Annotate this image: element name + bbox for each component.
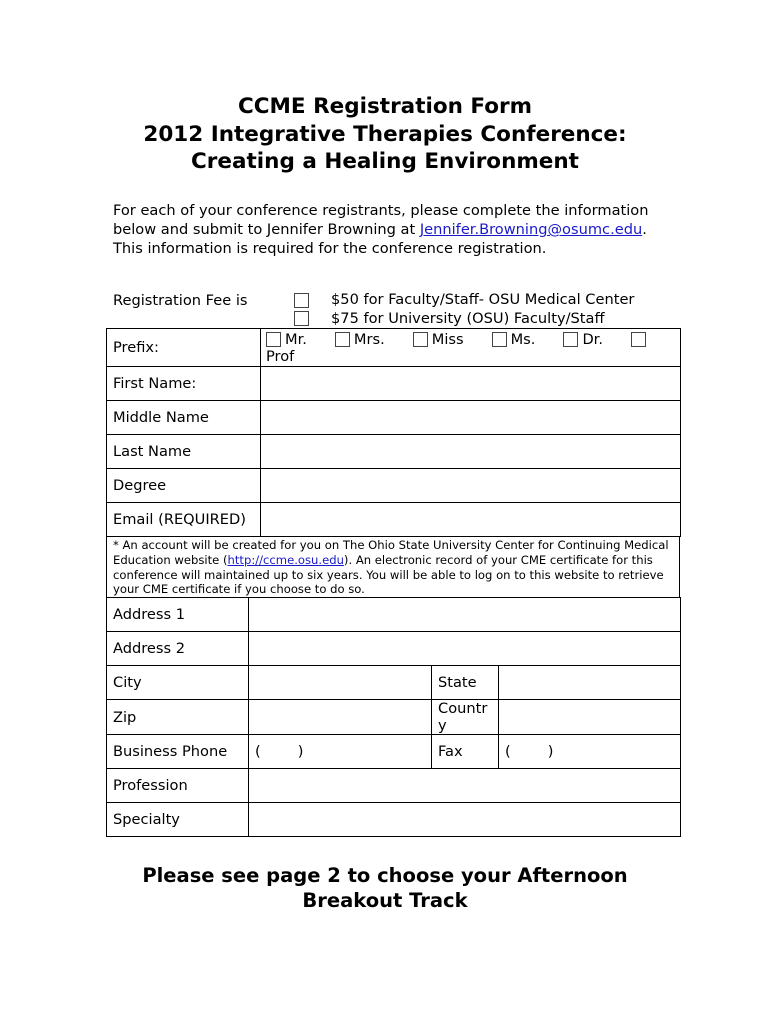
checkbox[interactable] <box>492 332 507 347</box>
degree-field[interactable] <box>261 469 681 503</box>
title-line: CCME Registration Form <box>237 94 532 119</box>
zip-label: Zip <box>107 700 249 735</box>
address-table <box>106 597 681 837</box>
fax-field[interactable] <box>499 735 681 769</box>
last-name-label: Last Name <box>107 435 261 469</box>
middle-name-field[interactable] <box>261 401 681 435</box>
prefix-label: Prefix: <box>107 329 261 367</box>
business-phone-field[interactable] <box>249 735 432 769</box>
degree-label: Degree <box>107 469 261 503</box>
email-row <box>107 503 681 537</box>
account-note <box>106 536 680 598</box>
country-label-part: y <box>438 717 447 734</box>
title-line: 2012 Integrative Therapies Conference: <box>143 121 627 147</box>
fee-option <box>294 291 634 310</box>
first-name-label: First Name: <box>107 367 261 401</box>
email-field[interactable] <box>261 503 681 537</box>
zip-field[interactable] <box>249 700 432 735</box>
first-name-field[interactable] <box>261 367 681 401</box>
prefix-option-ms[interactable] <box>492 331 536 348</box>
state-field[interactable] <box>499 666 681 700</box>
profession-row <box>107 769 681 803</box>
email-label: Email (REQUIRED) <box>107 503 261 537</box>
country-label-part: Countr <box>438 700 488 717</box>
business-phone-label: Business Phone <box>107 735 249 769</box>
address2-field[interactable] <box>249 632 681 666</box>
country-field[interactable] <box>499 700 681 735</box>
prefix-row <box>107 329 681 367</box>
checkbox[interactable] <box>266 332 281 347</box>
checkbox[interactable] <box>563 332 578 347</box>
address1-label: Address 1 <box>107 598 249 632</box>
prefix-option-label: Mrs. <box>353 330 385 348</box>
state-label: State <box>432 666 499 700</box>
ccme-website-link[interactable]: http://ccme.osu.edu <box>227 552 344 567</box>
closing-note <box>0 864 770 913</box>
last-name-field[interactable] <box>261 435 681 469</box>
prefix-option-label: Mr. <box>285 330 307 348</box>
title-line: Creating a Healing Environment <box>191 149 579 174</box>
closing-line: Breakout Track <box>302 888 468 912</box>
specialty-label: Specialty <box>107 803 249 837</box>
address1-field[interactable] <box>249 598 681 632</box>
phone-fax-row <box>107 735 681 769</box>
city-state-row <box>107 666 681 700</box>
prefix-option-label: Dr. <box>582 330 603 348</box>
note-text-end: ). An electronic record of your CME certificate for this conference will maintained up to six years. You will be able to log on to this website to retrieve your CME certificate if you choose to do so. <box>113 552 664 597</box>
checkbox[interactable] <box>413 332 428 347</box>
fee-label: Registration Fee is <box>113 292 248 309</box>
specialty-field[interactable] <box>249 803 681 837</box>
fee-option-label: $50 for Faculty/Staff- OSU Medical Center <box>331 291 635 308</box>
prefix-option-mr[interactable] <box>266 331 307 348</box>
prefix-option-prof[interactable] <box>631 332 650 347</box>
address2-label: Address 2 <box>107 632 249 666</box>
first-name-row <box>107 367 681 401</box>
middle-name-label: Middle Name <box>107 401 261 435</box>
intro-text-end: . This information is required for the conference registration. <box>113 221 647 258</box>
last-name-row <box>107 435 681 469</box>
prefix-option-label: Prof <box>266 348 295 365</box>
country-label <box>432 700 499 735</box>
city-label: City <box>107 666 249 700</box>
registrant-table <box>106 328 681 537</box>
area-code-parens: ( ) <box>505 743 554 760</box>
prefix-options <box>261 329 681 367</box>
degree-row <box>107 469 681 503</box>
fee-options <box>294 291 634 328</box>
checkbox[interactable] <box>631 332 646 347</box>
checkbox[interactable] <box>335 332 350 347</box>
prefix-option-mrs[interactable] <box>335 331 385 348</box>
zip-country-row <box>107 700 681 735</box>
prefix-option-dr[interactable] <box>563 331 603 348</box>
area-code-parens: ( ) <box>255 743 304 760</box>
prefix-option-label: Ms. <box>510 330 536 348</box>
email-link[interactable]: Jennifer.Browning@osumc.edu <box>419 221 643 239</box>
prefix-option-label: Miss <box>431 330 464 348</box>
fee-checkbox-university[interactable] <box>294 311 309 326</box>
profession-field[interactable] <box>249 769 681 803</box>
address1-row <box>107 598 681 632</box>
form-title <box>0 93 770 176</box>
fax-label: Fax <box>432 735 499 769</box>
middle-name-row <box>107 401 681 435</box>
intro-paragraph <box>113 201 673 259</box>
fee-checkbox-osumc[interactable] <box>294 293 309 308</box>
note-text: * An account will be created for you on The Ohio State University Center for Continuing Medical Education website ( <box>113 538 669 567</box>
specialty-row <box>107 803 681 837</box>
fee-option-label: $75 for University (OSU) Faculty/Staff <box>331 309 605 327</box>
profession-label: Profession <box>107 769 249 803</box>
city-field[interactable] <box>249 666 432 700</box>
closing-line: Please see page 2 to choose your Afternoon <box>142 864 628 887</box>
fee-option <box>294 310 634 329</box>
intro-text: For each of your conference registrants, please complete the information below and submit to Jennifer Browning at <box>113 202 649 239</box>
prefix-option-miss[interactable] <box>413 331 464 348</box>
address2-row <box>107 632 681 666</box>
